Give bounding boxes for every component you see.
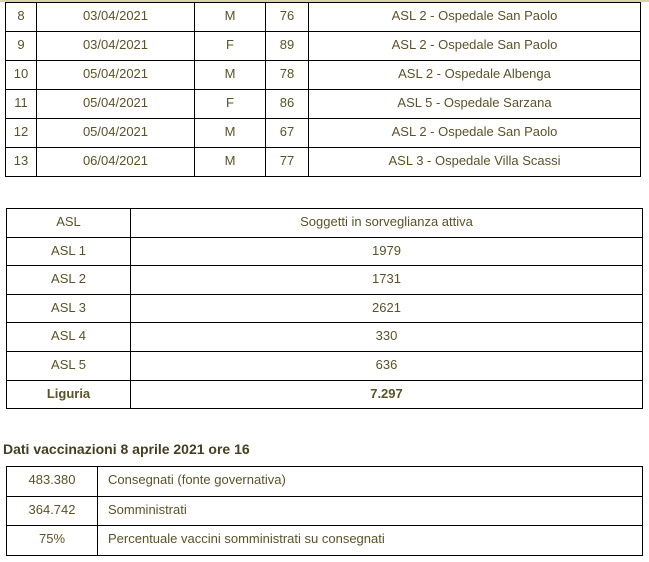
table-row [7,237,643,266]
table-cell: ASL 3 - Ospedale Villa Scassi [309,148,641,177]
table-cell: 67 [266,119,309,148]
table-cell: 06/04/2021 [37,148,195,177]
table-cell: ASL 2 - Ospedale Albenga [309,61,641,90]
table-row [6,148,641,177]
table-row [7,380,643,409]
table-cell: ASL 5 - Ospedale Sarzana [309,90,641,119]
table-row [6,3,641,32]
table-cell: 76 [266,3,309,32]
table-cell: ASL [7,209,131,238]
table-cell: Somministrati [98,496,643,526]
table-cell: 89 [266,32,309,61]
table-cell: 8 [6,3,37,32]
vaccination-table [6,466,643,556]
table-row [7,467,643,497]
table-row [7,351,643,380]
table-cell: 636 [131,351,643,380]
table-cell: ASL 1 [7,237,131,266]
active-surveillance-table-body [7,209,643,409]
hospitalized-cases-table-body [6,3,641,177]
table-cell: ASL 2 - Ospedale San Paolo [309,3,641,32]
table-row [6,61,641,90]
vaccination-data-heading: Dati vaccinazioni 8 aprile 2021 ore 16 [3,441,250,457]
table-cell: M [195,119,266,148]
table-cell: 13 [6,148,37,177]
table-cell: 05/04/2021 [37,61,195,90]
table-row [7,323,643,352]
vaccination-table-body [7,467,643,556]
table-cell: Liguria [7,380,131,409]
table-row [6,90,641,119]
table-cell: 05/04/2021 [37,119,195,148]
table-row [6,119,641,148]
hospitalized-cases-table [5,2,641,177]
table-cell: 2621 [131,294,643,323]
table-row [6,32,641,61]
table-cell: F [195,32,266,61]
table-cell: 12 [6,119,37,148]
table-cell: 11 [6,90,37,119]
table-cell: 86 [266,90,309,119]
table-cell: 364.742 [7,496,98,526]
table-cell: Soggetti in sorveglianza attiva [131,209,643,238]
table-row [7,294,643,323]
table-cell: ASL 4 [7,323,131,352]
table-cell: 03/04/2021 [37,32,195,61]
active-surveillance-table [6,208,643,409]
table-row [7,266,643,295]
table-cell: 1731 [131,266,643,295]
table-cell: 75% [7,526,98,556]
table-row [7,209,643,238]
table-cell: ASL 2 - Ospedale San Paolo [309,32,641,61]
table-cell: 78 [266,61,309,90]
table-cell: ASL 2 - Ospedale San Paolo [309,119,641,148]
table-cell: 1979 [131,237,643,266]
table-cell: Consegnati (fonte governativa) [98,467,643,497]
table-row [7,526,643,556]
table-cell: 10 [6,61,37,90]
table-cell: 483.380 [7,467,98,497]
table-row [7,496,643,526]
table-cell: 7.297 [131,380,643,409]
table-cell: ASL 5 [7,351,131,380]
table-cell: M [195,3,266,32]
table-cell: 330 [131,323,643,352]
table-cell: 77 [266,148,309,177]
table-cell: Percentuale vaccini somministrati su consegnati [98,526,643,556]
table-cell: ASL 3 [7,294,131,323]
table-cell: M [195,61,266,90]
table-cell: 05/04/2021 [37,90,195,119]
table-cell: 03/04/2021 [37,3,195,32]
table-cell: ASL 2 [7,266,131,295]
table-cell: M [195,148,266,177]
table-cell: 9 [6,32,37,61]
table-cell: F [195,90,266,119]
